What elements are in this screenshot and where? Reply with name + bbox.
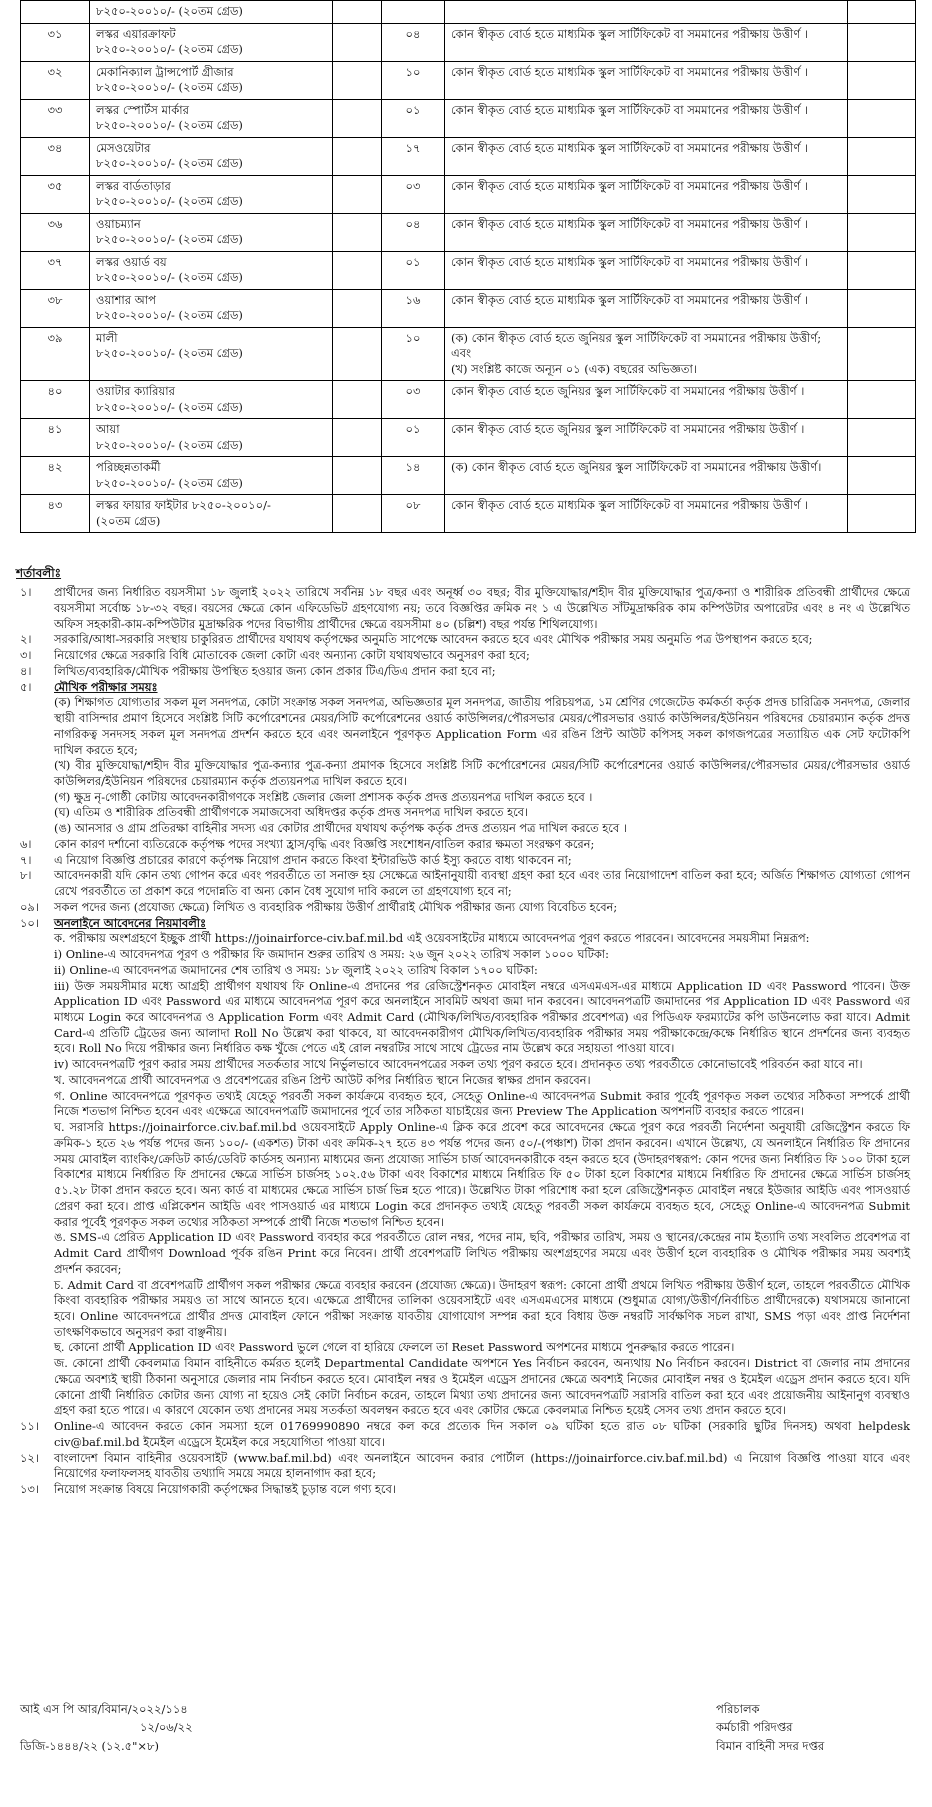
qualification: কোন স্বীকৃত বোর্ড হতে মাধ্যমিক স্কুল সার্টিফিকেট বা সমমানের পরীক্ষায় উত্তীর্ণ । <box>445 61 848 99</box>
post-cell <box>90 175 333 213</box>
clause-item: (ক) শিক্ষাগত যোগ্যতার সকল মূল সনদপত্র, কোটা সংক্রান্ত সকল সনদপত্র, অভিজ্ঞতার মূল সনদপত্র, জাতীয় পরিচয়পত্র, ১ম শ্রেণির গেজেটেড কর্মকর্তা কর্তৃক প্রদত্ত চারিত্রিক সনদপত্র, জেলার স্থায়ী বাসিন্দার প্রমাণ হিসেবে সংশ্লিষ্ট সিটি কর্পোরেশনের মেয়র/সিটি কর্পোরেশনের ওয়ার্ড কাউন্সিলর/পৌরসভার মেয়র/পৌরসভার ওয়ার্ড কাউন্সিলর/ইউনিয়ন পরিষদের চেয়ারম্যান কর্তৃক প্রদত্ত নাগরিকত্ব সনদসহ সকল মূল সনদপত্র প্রদর্শন করতে হবে এবং অনলাইনে পূরণকৃত Application Form এর রঙিন প্রিন্ট আউট কপিসহ সকল কাগজপত্রের সত্যায়িত এক সেট ফটোকপি দাখিল করতে হবে; <box>54 695 910 757</box>
pay-scale: ৮২৫০-২০০১০/- (২০তম গ্রেড) <box>96 42 243 57</box>
clause-item: iii) উক্ত সময়সীমার মধ্যে আগ্রহী প্রার্থীগণ যথাযথ ফি Online-এ প্রদানের পর রেজিস্ট্রেশনকৃত মোবাইল নম্বরে এসএমএস-এর মাধ্যমে Application ID এবং Password পাবেন। উক্ত Application ID এবং Password এর মাধ্যমে আবেদনপত্র পূরণ করে অনলাইনে সাবমিট অথবা জমা দান করবেন। আবেদনপত্রটি জমাদানের পর Application ID এবং Password এর মাধ্যমে Login করে আবেদনপত্র ও Application Form এবং Admit Card (মৌখিক/লিখিত/ব্যবহারিক পরীক্ষার প্রবেশপত্র) এর পিডিএফ ফরম্যাটের কপি ডাউনলোড করা যাবে। Admit Card-এ প্রতিটি ট্রেডের জন্য আলাদা Roll No উল্লেখ করা থাকবে, যা আবেদনকারীগণ মৌখিক/লিখিত/ব্যবহারিক পরীক্ষার সময় পরীক্ষাকেন্দ্রে/কক্ষে নির্ধারিত স্থানে প্রদর্শনের জন্য ব্যবহৃত হবে। Roll No দিয়ে পরীক্ষার জন্য নির্ধারিত কক্ষ খুঁজে পেতে এই রোল নম্বরটির সাথে সাথে ট্রেডের নাম উল্লেখ করে সহায়তা পাওয়া যাবে। <box>54 978 910 1056</box>
blank-cell <box>848 213 916 251</box>
table-row <box>21 419 916 457</box>
qualification: কোন স্বীকৃত বোর্ড হতে মাধ্যমিক স্কুল সার্টিফিকেট বা সমমানের পরীক্ষায় উত্তীর্ণ । <box>445 137 848 175</box>
clause <box>16 853 916 869</box>
qualification: কোন স্বীকৃত বোর্ড হতে মাধ্যমিক স্কুল সার্টিফিকেট বা সমমানের পরীক্ষায় উত্তীর্ণ । <box>445 99 848 137</box>
post-cell <box>90 327 333 381</box>
qualification: কোন স্বীকৃত বোর্ড হতে মাধ্যমিক স্কুল সার্টিফিকেট বা সমমানের পরীক্ষায় উত্তীর্ণ । <box>445 213 848 251</box>
clause-number: ৬। <box>20 836 32 851</box>
issue-date: ১২/০৬/২২ <box>140 1720 193 1735</box>
table-row <box>21 61 916 99</box>
post-name: পরিচ্ছন্নতাকর্মী <box>96 460 161 475</box>
post-name: মেসওয়েটার <box>96 140 151 155</box>
qualification: কোন স্বীকৃত বোর্ড হতে মাধ্যমিক স্কুল সার্টিফিকেট বা সমমানের পরীক্ষায় উত্তীর্ণ । <box>445 175 848 213</box>
post-cell <box>90 99 333 137</box>
post-count: ০৩ <box>382 175 445 213</box>
pay-scale: (২০তম গ্রেড) <box>96 513 161 528</box>
row-serial: ৩৯ <box>21 327 90 381</box>
clause-text: কোন কারণ দর্শানো ব্যতিরেকে কর্তৃপক্ষ পদের সংখ্যা হ্রাস/বৃদ্ধি এবং বিজ্ঞপ্তি সংশোধন/বাতিল করার ক্ষমতা সংরক্ষণ করেন; <box>54 836 595 851</box>
pay-scale: ৮২৫০-২০০১০/- (২০তম গ্রেড) <box>96 270 243 285</box>
row-serial: ৪৩ <box>21 495 90 533</box>
blank-cell <box>333 61 382 99</box>
signatory-department: কর্মচারী পরিদপ্তর <box>716 1720 793 1735</box>
blank-cell <box>848 289 916 327</box>
post-name: ওয়াশার আপ <box>96 292 156 307</box>
post-count: ১০ <box>382 327 445 381</box>
post-name: লস্কর ফায়ার ফাইটার ৮২৫০-২০০১০/- <box>96 498 271 513</box>
blank-cell <box>333 419 382 457</box>
blank-cell <box>848 419 916 457</box>
blank-cell <box>333 457 382 495</box>
blank-cell <box>848 495 916 533</box>
clause-item: ঙ. SMS-এ প্রেরিত Application ID এবং Password ব্যবহার করে পরবর্তীতে রোল নম্বর, পদের নাম, ছবি, পরীক্ষার তারিখ, সময় ও স্থানের/কেন্দ্রের নাম ইত্যাদি তথ্য সংবলিত প্রবেশপত্র বা Admit Card প্রার্থীগণ Download পূর্বক রঙিন Print করে নিবেন। প্রার্থী প্রবেশপত্রটি লিখিত পরীক্ষায় অংশগ্রহণের সময়ে এবং উত্তীর্ণ হলে ব্যবহারিক ও মৌখিক পরীক্ষার সময় অবশ্যই প্রদর্শন করবেন; <box>54 1230 910 1276</box>
signatory-title: পরিচালক <box>716 1702 760 1716</box>
post-name: ওয়াচম্যান <box>96 216 141 231</box>
blank-cell <box>333 23 382 61</box>
post-name: ওয়াটার ক্যারিয়ার <box>96 384 175 399</box>
posts-table <box>20 0 916 533</box>
pay-scale: ৮২৫০-২০০১০/- (২০তম গ্রেড) <box>96 194 243 209</box>
post-count: ০১ <box>382 419 445 457</box>
clause-number: ৭। <box>20 852 32 867</box>
qualification: কোন স্বীকৃত বোর্ড হতে মাধ্যমিক স্কুল সার্টিফিকেট বা সমমানের পরীক্ষায় উত্তীর্ণ । <box>445 251 848 289</box>
qualification: কোন স্বীকৃত বোর্ড হতে জুনিয়র স্কুল সার্টিফিকেট বা সমমানের পরীক্ষায় উত্তীর্ণ । <box>445 419 848 457</box>
clause-text: Online-এ আবেদন করতে কোন সমস্যা হলে 01769990890 নম্বরে কল করে প্রত্যেক দিন সকাল ০৯ ঘটিকা হতে রাত ০৮ ঘটিকা (সরকারি ছুটির দিনসহ) অথবা helpdesk civ@baf.mil.bd ইমেইল এড্রেসে ইমেইল করে সহযোগিতা পাওয়া যাবে। <box>54 1419 910 1449</box>
blank-cell <box>848 137 916 175</box>
table-row <box>21 251 916 289</box>
conditions-section <box>16 565 916 1498</box>
pay-scale: ৮২৫০-২০০১০/- (২০তম গ্রেড) <box>96 118 243 133</box>
row-serial <box>21 1 90 24</box>
table-row <box>21 457 916 495</box>
clause <box>16 1482 916 1498</box>
table-row <box>21 99 916 137</box>
clause-number: ১১। <box>20 1419 39 1434</box>
blank-cell <box>333 289 382 327</box>
clause-heading: অনলাইনে আবেদনের নিয়মাবলীঃ <box>54 915 207 930</box>
clause-item: চ. Admit Card বা প্রবেশপত্রটি প্রার্থীগণ সকল পরীক্ষার ক্ষেত্রে ব্যবহার করবেন (প্রযোজ্য ক্ষেত্রে)। উদাহরণ স্বরূপ: কোনো প্রার্থী প্রথমে লিখিত পরীক্ষায় উত্তীর্ণ হলে, তাহলে পরবর্তীতে মৌখিক কিংবা ব্যবহারিক পরীক্ষার সময়ও তা সাথে আনতে হবে। এক্ষেত্রে প্রার্থীদের তালিকা ওয়েবসাইটে এবং এসএমএসের মাধ্যমে (শুধুমাত্র যোগ্য/উত্তীর্ণ/নির্বাচিত প্রার্থীদেরকে) যথাসময়ে জানানো হবে। Online আবেদনপত্রে প্রার্থীর প্রদত্ত মোবাইল ফোনে পরীক্ষা সংক্রান্ত যাবতীয় যোগাযোগ সম্পন্ন করা হবে বিধায় উক্ত নম্বরটি সার্বক্ষণিক সচল রাখা, SMS পড়া এবং প্রাপ্ত নির্দেশনা তাৎক্ষণিকভাবে অনুসরণ করা বাঞ্ছনীয়। <box>54 1277 910 1339</box>
pay-scale: ৮২৫০-২০০১০/- (২০তম গ্রেড) <box>96 308 243 323</box>
post-count: ১০ <box>382 61 445 99</box>
row-serial: ৩১ <box>21 23 90 61</box>
clause-item: (খ) বীর মুক্তিযোদ্ধা/শহীদ বীর মুক্তিযোদ্ধার পুত্র-কন্যার পুত্র-কন্যা প্রমাণক হিসেবে সংশ্লিষ্ট সিটি কর্পোরেশনের মেয়র/সিটি কর্পোরেশনের ওয়ার্ড কাউন্সিলর/পৌরসভার মেয়র/পৌরসভার ওয়ার্ড কাউন্সিলর/ইউনিয়ন পরিষদের চেয়ারম্যান কর্তৃক প্রত্যয়নপত্র দাখিল করতে হবে। <box>54 758 910 788</box>
blank-cell <box>333 137 382 175</box>
clause-number: ৫। <box>20 679 32 694</box>
clause-number: ৮। <box>20 868 32 883</box>
row-serial: ৩৬ <box>21 213 90 251</box>
dg-code: ডিজি-১৪৪৪/২২ (১২.৫"×৮) <box>20 1738 159 1753</box>
clause-text: প্রার্থীদের জন্য নির্ধারিত বয়সসীমা ১৮ জুলাই ২০২২ তারিখে সর্বনিম্ন ১৮ বছর এবং অনূর্ধ্ব ৩০ বছর; বীর মুক্তিযোদ্ধার/শহীদ বীর মুক্তিযোদ্ধার পুত্র/কন্যা ও শারীরিক প্রতিবন্ধী প্রার্থীদের ক্ষেত্রে বয়সসীমা সর্বোচ্চ ১৮-৩২ বছর। বয়সের ক্ষেত্রে কোন এফিডেভিট গ্রহণযোগ্য নয়; তবে বিজ্ঞপ্তির ক্রমিক নং ১ এ উল্লেখিত সাঁটমুদ্রাক্ষরিক কাম কম্পিউটার অপারেটর এবং ৪ নং এ উল্লেখিত অফিস সহকারী-কাম-কম্পিউটার মুদ্রাক্ষরিক পদের বিভাগীয় প্রার্থীদের ক্ষেত্রে বয়সসীমা ৪০ (চল্লিশ) বছর পর্যন্ত শিথিলযোগ্য। <box>54 585 910 631</box>
post-count: ০৪ <box>382 213 445 251</box>
clause-item: খ. আবেদনপত্রে প্রার্থী আবেদনপত্র ও প্রবেশপত্রের রঙিন প্রিন্ট আউট কপির নির্ধারিত স্থানে নিজের স্বাক্ষর প্রদান করবেন। <box>54 1072 591 1087</box>
post-name: আয়া <box>96 422 120 437</box>
post-name: লস্কর এয়ারক্রাফট <box>96 26 176 41</box>
blank-cell <box>333 1 382 24</box>
qualification: কোন স্বীকৃত বোর্ড হতে মাধ্যমিক স্কুল সার্টিফিকেট বা সমমানের পরীক্ষায় উত্তীর্ণ । <box>445 23 848 61</box>
post-count: ১৬ <box>382 289 445 327</box>
post-cell <box>90 419 333 457</box>
post-cell <box>90 23 333 61</box>
blank-cell <box>848 99 916 137</box>
row-serial: ৪২ <box>21 457 90 495</box>
post-name: মেকানিক্যাল ট্রান্সপোর্ট গ্রীজার <box>96 64 234 79</box>
table-row <box>21 1 916 24</box>
clause-text: নিয়োগ সংক্রান্ত বিষয়ে নিয়োগকারী কর্তৃপক্ষের সিদ্ধান্তই চূড়ান্ত বলে গণ্য হবে। <box>54 1482 396 1497</box>
reference-number: আই এস পি আর/বিমান/২০২২/১১৪ <box>20 1702 188 1716</box>
clause-heading: মৌখিক পরীক্ষার সময়ঃ <box>54 679 158 694</box>
qualification: কোন স্বীকৃত বোর্ড হতে মাধ্যমিক স্কুল সার্টিফিকেট বা সমমানের পরীক্ষায় উত্তীর্ণ । <box>445 289 848 327</box>
post-count: ০১ <box>382 251 445 289</box>
clause-item: ঘ. সরাসরি https://joinairforce.civ.baf.mil.bd ওয়েবসাইটে Apply Online-এ ক্লিক করে প্রবেশ করে আবেদনের ক্ষেত্রে পূরণ করে পরবর্তী নির্দেশনা অনুযায়ী রেজিস্ট্রেশন করতে ফি ক্রমিক-১ হতে ২৬ পর্যন্ত পদের জন্য ১০০/- (একশত) টাকা এবং ক্রমিক-২৭ হতে ৪৩ পর্যন্ত পদের জন্য ৫০/-(পঞ্চাশ) টাকা প্রদান করবেন। এখানে উল্লেখ্য, যে অনলাইনে নির্ধারিত ফি প্রদানের সময় মোবাইল ব্যাংকিং/ক্রেডিট কার্ড/ডেবিট কার্ডসহ অন্যান্য মাধ্যমের জন্য প্রযোজ্য সার্ভিস চার্জ আবেদনকারীকে বহন করতে হবে (উদাহরণস্বরূপ: কোন পদের জন্য নির্ধারিত ফি ১০০ টাকা হলে বিকাশের মাধ্যমে নির্ধারিত ফি প্রদানের ক্ষেত্রে সার্ভিস চার্জসহ ১০২.৫৬ টাকা এবং বিকাশের মাধ্যমে নির্ধারিত ফি ৫০ টাকা হলে বিকাশের মাধ্যমে নির্ধারিত ফি প্রদানের ক্ষেত্রে সার্ভিস চার্জসহ ৫১.২৮ টাকা প্রদান করতে হবে। অন্য কার্ড বা মাধ্যমের ক্ষেত্রে সার্ভিস চার্জ ভিন্ন হতে পারে)। উল্লেখিত টাকা পরিশোধ করা হলে রেজিস্ট্রেশনকৃত মোবাইল নম্বরে ইউজার আইডি এবং পাসওয়ার্ড প্রেরণ করা হবে। প্রাপ্ত এপ্লিকেশন আইডি এবং পাসওয়ার্ড এর মাধ্যমে Login করে প্রদানকৃত তথ্যই যেহেতু পরবর্তী সকল কার্যক্রমে ব্যবহৃত হবে, সেহেতু Online-এ আবেদনপত্র Submit করার পূর্বেই পূরণকৃত সকল তথ্যের সঠিকতা সম্পর্কে প্রার্থী নিজে শতভাগ নিশ্চিত হবেন। <box>54 1120 910 1229</box>
clause-number: ১২। <box>20 1450 39 1465</box>
clause-text: সকল পদের জন্য (প্রযোজ্য ক্ষেত্রে) লিখিত ও ব্যবহারিক পরীক্ষায় উত্তীর্ণ প্রার্থীরাই মৌখিক পরীক্ষার জন্য যোগ্য বিবেচিত হবেন; <box>54 899 618 914</box>
blank-cell <box>333 381 382 419</box>
clause-number: ৩। <box>20 648 32 663</box>
clause-item: i) Online-এ আবেদনপত্র পূরণ ও পরীক্ষার ফি জমাদান শুরুর তারিখ ও সময়: ২৬ জুন ২০২২ তারিখ সকাল ১০০০ ঘটিকা: <box>54 947 609 962</box>
blank-cell <box>848 175 916 213</box>
clause-number: ১০। <box>20 915 39 930</box>
post-cell <box>90 213 333 251</box>
post-cell <box>90 1 333 24</box>
table-row <box>21 327 916 381</box>
blank-cell <box>333 495 382 533</box>
clause-text: এ নিয়োগ বিজ্ঞপ্তি প্রচারের কারণে কর্তৃপক্ষ নিয়োগ প্রদান করতে কিংবা ইন্টারভিউ কার্ড ইস্যু করতে বাধ্য থাকবেন না; <box>54 852 572 867</box>
qualification: কোন স্বীকৃত বোর্ড হতে জুনিয়র স্কুল সার্টিফিকেট বা সমমানের পরীক্ষায় উত্তীর্ণ । <box>445 381 848 419</box>
pay-scale: ৮২৫০-২০০১০/- (২০তম গ্রেড) <box>96 346 243 361</box>
pay-scale: ৮২৫০-২০০১০/- (২০তম গ্রেড) <box>96 4 243 18</box>
clause-5 <box>16 680 916 837</box>
blank-cell <box>848 381 916 419</box>
clause-item: ছ. কোনো প্রার্থী Application ID এবং Password ভুলে গেলে বা হারিয়ে ফেললে তা Reset Password অপশনের মাধ্যমে পুনরুদ্ধার করতে পারেন। <box>54 1340 735 1355</box>
pay-scale: ৮২৫০-২০০১০/- (২০তম গ্রেড) <box>96 437 243 452</box>
post-count: ০৩ <box>382 381 445 419</box>
clause-text: সরকারি/আধা-সরকারি সংস্থায় চাকুরিরত প্রার্থীদের যথাযথ কর্তৃপক্ষের অনুমতি সাপেক্ষে আবেদন করতে হবে এবং মৌখিক পরীক্ষার সময় অনুমতি পত্র উপস্থাপন করতে হবে; <box>54 632 813 647</box>
conditions-title: শর্তাবলীঃ <box>16 566 62 580</box>
post-cell <box>90 289 333 327</box>
blank-cell <box>848 61 916 99</box>
clause <box>16 1419 916 1450</box>
row-serial: ৩২ <box>21 61 90 99</box>
row-serial: ৩৮ <box>21 289 90 327</box>
row-serial: ৩৪ <box>21 137 90 175</box>
post-cell <box>90 495 333 533</box>
table-row <box>21 23 916 61</box>
clause-number: ১৩। <box>20 1482 39 1497</box>
clause <box>16 648 916 664</box>
blank-cell <box>848 457 916 495</box>
clause-item: (ঙ) আনসার ও গ্রাম প্রতিরক্ষা বাহিনীর সদস্য এর কোটার প্রার্থীদের যথাযথ কর্তৃপক্ষ কর্তৃক প্রদত্ত প্রত্যয়ন পত্র দাখিল করতে হবে । <box>54 821 627 836</box>
row-serial: ৩৭ <box>21 251 90 289</box>
post-count: ১৭ <box>382 137 445 175</box>
clause <box>16 632 916 648</box>
clause-10 <box>16 916 916 1420</box>
post-name: লস্কর স্পোর্টস মার্কার <box>96 102 189 117</box>
clause <box>16 900 916 916</box>
pay-scale: ৮২৫০-২০০১০/- (২০তম গ্রেড) <box>96 80 243 95</box>
post-name: লস্কর ওয়ার্ড বয় <box>96 254 167 269</box>
post-cell <box>90 251 333 289</box>
post-cell <box>90 61 333 99</box>
clause-text: নিয়োগের ক্ষেত্রে সরকারি বিধি মোতাবেক জেলা কোটা এবং অন্যান্য কোটা যথাযথভাবে অনুসরণ করা হবে; <box>54 648 530 663</box>
table-row <box>21 289 916 327</box>
post-name: মালী <box>96 330 118 345</box>
table-row <box>21 175 916 213</box>
post-count <box>382 1 445 24</box>
blank-cell <box>848 1 916 24</box>
blank-cell <box>848 23 916 61</box>
post-cell <box>90 381 333 419</box>
clause-item: (ঘ) এতিম ও শারীরিক প্রতিবন্ধী প্রার্থীগণকে সমাজসেবা অধিদপ্তর কর্তৃক প্রদত্ত সনদপত্র দাখিল করতে হবে। <box>54 805 529 820</box>
row-serial: ৩৫ <box>21 175 90 213</box>
clause-number: ১। <box>20 585 32 600</box>
clause <box>16 585 916 632</box>
clause-item: ii) Online-এ আবেদনপত্র জমাদানের শেষ তারিখ ও সময়: ১৮ জুলাই ২০২২ তারিখ বিকাল ১৭০০ ঘটিকা: <box>54 962 538 977</box>
qualification: (ক) কোন স্বীকৃত বোর্ড হতে জুনিয়র স্কুল সার্টিফিকেট বা সমমানের পরীক্ষায় উত্তীর্ণ; এবং (খ) সংশ্লিষ্ট কাজে অন্যূন ০১ (এক) বছরের অভিজ্ঞতা। <box>445 327 848 381</box>
clause-number: ০৯। <box>20 899 39 914</box>
clause-item: জ. কোনো প্রার্থী কেবলমাত্র বিমান বাহিনীতে কর্মরত হলেই Departmental Candidate অপশনে Yes নির্বাচন করবেন, অন্যথায় No নির্বাচন করবেন। District বা জেলার নাম প্রদানের ক্ষেত্রে অবশ্যই স্থায়ী ঠিকানা অনুসারে জেলার নাম নির্বাচন করতে হবে। মোবাইল নম্বর ও ইমেইল এড্রেস প্রদানের ক্ষেত্রে অবশ্যই নিজের মোবাইল নম্বর ও ইমেইল এড্রেস প্রদান করতে হবে। যদি কোনো প্রার্থী নির্ধারিত কোটার জন্য যোগ্য না হয়েও সেই কোটা নির্বাচন করেন, তাহলে মিথ্যা তথ্য প্রদানের জন্য আবেদনপত্রটি সরাসরি বাতিল করা হবে এবং প্রয়োজনীয় আইনানুগ ব্যবস্থাও গ্রহণ করা হতে পারে। এ কারণে যেকোন তথ্য প্রদানের সময় সতর্কতা অবলম্বন করতে হবে এবং কোটার ক্ষেত্রে কেবলমাত্র নিশ্চিত হয়েই সেসব তথ্য প্রদান করতে হবে। <box>54 1356 910 1418</box>
pay-scale: ৮২৫০-২০০১০/- (২০তম গ্রেড) <box>96 232 243 247</box>
pay-scale: ৮২৫০-২০০১০/- (২০তম গ্রেড) <box>96 399 243 414</box>
table-row <box>21 213 916 251</box>
clause-text: বাংলাদেশ বিমান বাহিনীর ওয়েবসাইট (www.baf.mil.bd) এবং অনলাইনে আবেদন করার পোর্টাল (https://joinairforce.civ.baf.mil.bd) এ নিয়োগ বিজ্ঞপ্তি পাওয়া যাবে এবং নিয়োগের ফলাফলসহ যাবতীয় তথ্যাদি সময়ে সময়ে হালনাগাদ করা হবে; <box>54 1450 910 1481</box>
table-row <box>21 137 916 175</box>
row-serial: ৪১ <box>21 419 90 457</box>
clause-text: লিখিত/ব্যবহারিক/মৌখিক পরীক্ষায় উপস্থিত হওয়ার জন্য কোন প্রকার টিএ/ডিএ প্রদান করা হবে না; <box>54 663 496 678</box>
clause <box>16 1451 916 1482</box>
clause-number: ২। <box>20 632 32 647</box>
post-count: ১৪ <box>382 457 445 495</box>
clause-number: ৪। <box>20 663 32 678</box>
clause <box>16 664 916 680</box>
blank-cell <box>848 327 916 381</box>
clause-item: ক. পরীক্ষায় অংশগ্রহণে ইচ্ছুক প্রার্থী https://joinairforce-civ.baf.mil.bd এই ওয়েবসাইটের মাধ্যমে আবেদনপত্র পূরণ করতে পারবেন। আবেদনের সময়সীমা নিম্নরূপ: <box>54 931 810 946</box>
row-serial: ৩৩ <box>21 99 90 137</box>
post-cell <box>90 457 333 495</box>
pay-scale: ৮২৫০-২০০১০/- (২০তম গ্রেড) <box>96 475 243 490</box>
clause-item: iv) আবেদনপত্রটি পূরণ করার সময় প্রার্থীদের সতর্কতার সাথে নির্ভুলভাবে আবেদনপত্রের সকল তথ্য পূরণ করতে হবে। প্রদানকৃত তথ্য পরবর্তীতে কোনোভাবেই পরিবর্তন করা যাবে না। <box>54 1057 863 1072</box>
qualification <box>445 1 848 24</box>
post-count: ০৪ <box>382 23 445 61</box>
blank-cell <box>333 327 382 381</box>
post-count: ০১ <box>382 99 445 137</box>
post-cell <box>90 137 333 175</box>
clause-text: আবেদনকারী যদি কোন তথ্য গোপন করে এবং পরবর্তীতে তা সনাক্ত হয় সেক্ষেত্রে আইনানুযায়ী ব্যবস্থা গ্রহণ করা হবে এবং তার নিয়োগাদেশ বাতিল করা হবে; অর্জিত শিক্ষাগত যোগ্যতা গোপন রেখে পরবর্তীতে তা প্রকাশ করে পদোন্নতি বা অন্য কোন বৈধ সুযোগ দাবি করলে তা গ্রহণযোগ্য হবে না; <box>54 868 910 899</box>
qualification: কোন স্বীকৃত বোর্ড হতে মাধ্যমিক স্কুল সার্টিফিকেট বা সমমানের পরীক্ষায় উত্তীর্ণ । <box>445 495 848 533</box>
pay-scale: ৮২৫০-২০০১০/- (২০তম গ্রেড) <box>96 156 243 171</box>
post-count: ০৮ <box>382 495 445 533</box>
blank-cell <box>848 251 916 289</box>
blank-cell <box>333 175 382 213</box>
clause-item: গ. Online আবেদনপত্রে পূরণকৃত তথ্যই যেহেতু পরবর্তী সকল কার্যক্রমে ব্যবহৃত হবে, সেহেতু Online-এ আবেদনপত্র Submit করার পূর্বেই পূরণকৃত সকল তথ্যের সঠিকতা সম্পর্কে প্রার্থী নিজে শতভাগ নিশ্চিত হবেন এবং এক্ষেত্রে আবেদনপত্রটি জমাদানের পূর্বে তার সঠিকতা যাচাইয়ের জন্য Preview The Application অপশনটি ব্যবহার করতে পারেন। <box>54 1088 910 1119</box>
blank-cell <box>333 99 382 137</box>
clause-item: (গ) ক্ষুদ্র নৃ-গোষ্ঠী কোটায় আবেদনকারীগণকে সংশ্লিষ্ট জেলার জেলা প্রশাসক কর্তৃক প্রদত্ত প্রত্যয়নপত্র দাখিল করতে হবে । <box>54 789 593 804</box>
blank-cell <box>333 213 382 251</box>
signatory-office: বিমান বাহিনী সদর দপ্তর <box>716 1738 825 1753</box>
blank-cell <box>333 251 382 289</box>
table-row <box>21 495 916 533</box>
clause <box>16 868 916 899</box>
row-serial: ৪০ <box>21 381 90 419</box>
post-name: লস্কর বার্ডতাড়ার <box>96 178 171 193</box>
table-row <box>21 381 916 419</box>
clause <box>16 837 916 853</box>
qualification: (ক) কোন স্বীকৃত বোর্ড হতে জুনিয়র স্কুল সার্টিফিকেট বা সমমানের পরীক্ষায় উত্তীর্ণ। <box>445 457 848 495</box>
